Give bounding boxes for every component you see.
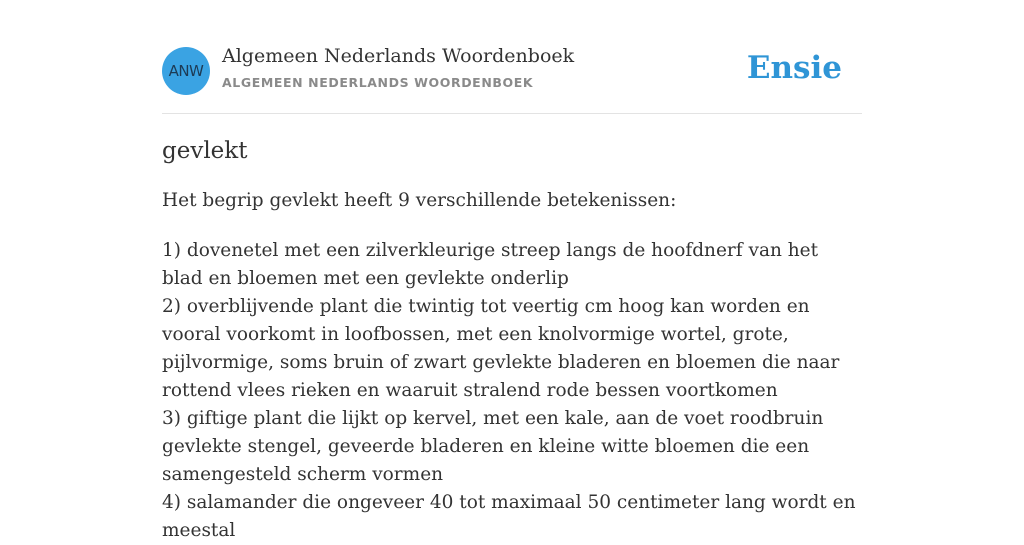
ensie-brand-link[interactable]: Ensie <box>746 50 842 86</box>
source-title[interactable]: Algemeen Nederlands Woordenboek <box>222 45 575 67</box>
content-container <box>162 0 862 541</box>
meaning-item: 3) giftige plant die lijkt op kervel, met een kale, aan de voet roodbruin gevlekte stengel, geveerde bladeren en kleine witte bloemen die een samengesteld scherm vormen <box>162 408 824 485</box>
meaning-item: 4) salamander die ongeveer 40 tot maximaal 50 centimeter lang wordt en meestal <box>162 492 856 541</box>
source-subtitle: ALGEMEEN NEDERLANDS WOORDENBOEK <box>222 75 534 90</box>
meaning-item: 1) dovenetel met een zilverkleurige streep langs de hoofdnerf van het blad en bloemen met een gevlekte onderlip <box>162 240 819 289</box>
page-title: gevlekt <box>162 138 248 164</box>
anw-logo-icon[interactable]: ANW <box>162 47 210 95</box>
meanings-list <box>162 237 862 545</box>
header <box>162 0 862 114</box>
meaning-item: 2) overblijvende plant die twintig tot veertig cm hoog kan worden en vooral voorkomt in loofbossen, met een knolvormige wortel, grote, pijlvormige, soms bruin of zwart gevlekte bladeren en bloemen die naar rottend vlees rieken en waaruit stralend rode bessen voortkomen <box>162 296 840 401</box>
intro-text: Het begrip gevlekt heeft 9 verschillende betekenissen: <box>162 190 677 211</box>
